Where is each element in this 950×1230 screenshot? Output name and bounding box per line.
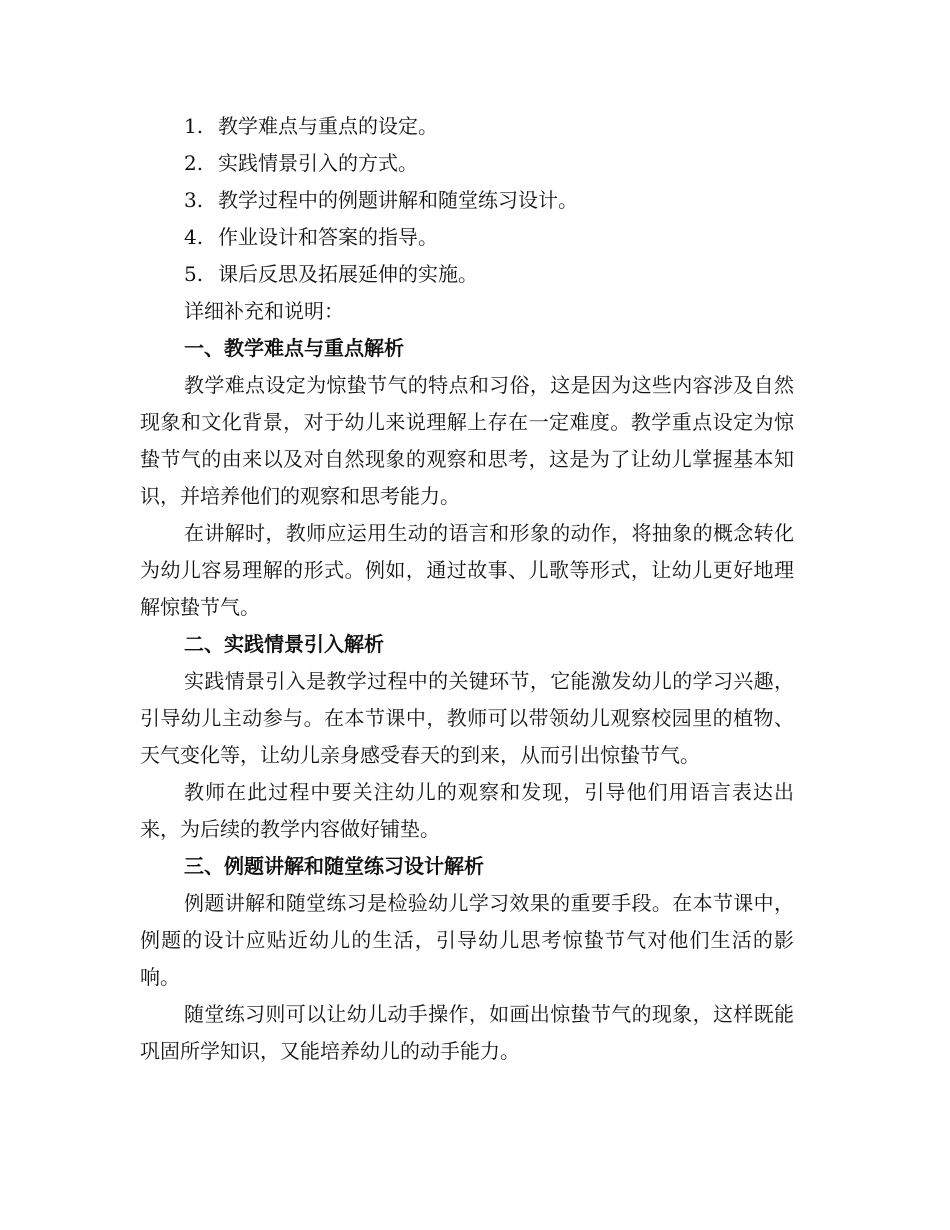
list-text: 作业设计和答案的指导。: [218, 225, 438, 249]
section-heading: 三、例题讲解和随堂练习设计解析: [184, 854, 484, 878]
paragraph: 教师在此过程中要关注幼儿的观察和发现，引导他们用语言表达出来，为后续的教学内容做好铺垫。: [140, 780, 794, 841]
list-item: [140, 256, 794, 293]
list-number: 1.: [184, 114, 204, 138]
paragraph: 教学难点设定为惊蛰节气的特点和习俗，这是因为这些内容涉及自然现象和文化背景，对于幼儿来说理解上存在一定难度。教学重点设定为惊蛰节气的由来以及对自然现象的观察和思考，这是为了让幼儿掌握基本知识，并培养他们的观察和思考能力。: [140, 373, 794, 508]
section-heading: 二、实践情景引入解析: [184, 632, 384, 656]
section-heading: 一、教学难点与重点解析: [184, 336, 404, 360]
list-number: 4.: [184, 225, 204, 249]
list-item: [140, 219, 794, 256]
intro-text: 详细补充和说明：: [184, 299, 344, 323]
list-text: 课后反思及拓展延伸的实施。: [218, 262, 478, 286]
list-item: [140, 182, 794, 219]
list-text: 实践情景引入的方式。: [218, 151, 418, 175]
paragraph: 实践情景引入是教学过程中的关键环节，它能激发幼儿的学习兴趣，引导幼儿主动参与。在本节课中，教师可以带领幼儿观察校园里的植物、天气变化等，让幼儿亲身感受春天的到来，从而引出惊蛰节气。: [140, 669, 794, 767]
list-text: 教学过程中的例题讲解和随堂练习设计。: [218, 188, 578, 212]
list-item: [140, 108, 794, 145]
list-number: 5.: [184, 262, 204, 286]
list-number: 3.: [184, 188, 204, 212]
paragraph: 在讲解时，教师应运用生动的语言和形象的动作，将抽象的概念转化为幼儿容易理解的形式。例如，通过故事、儿歌等形式，让幼儿更好地理解惊蛰节气。: [140, 521, 794, 619]
list-number: 2.: [184, 151, 204, 175]
list-text: 教学难点与重点的设定。: [218, 114, 438, 138]
paragraph: 随堂练习则可以让幼儿动手操作，如画出惊蛰节气的现象，这样既能巩固所学知识，又能培养幼儿的动手能力。: [140, 1002, 794, 1063]
list-item: [140, 145, 794, 182]
paragraph: 例题讲解和随堂练习是检验幼儿学习效果的重要手段。在本节课中，例题的设计应贴近幼儿的生活，引导幼儿思考惊蛰节气对他们生活的影响。: [140, 891, 794, 989]
